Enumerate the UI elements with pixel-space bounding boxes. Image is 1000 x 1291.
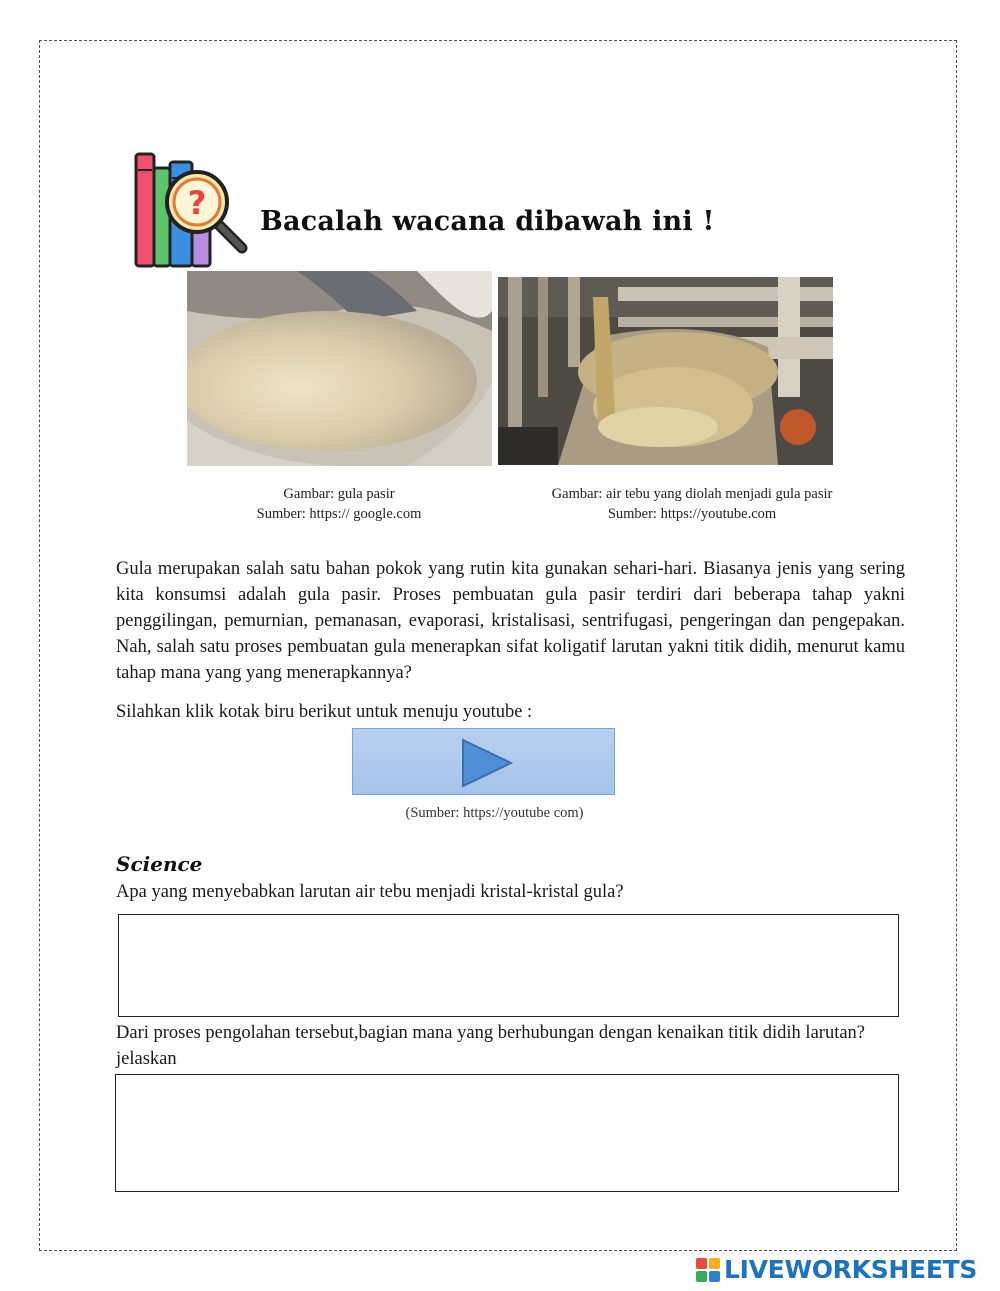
sugarcane-processing-photo — [498, 277, 833, 465]
logo-square — [696, 1271, 707, 1282]
caption-source: Sumber: https:// google.com — [256, 506, 422, 522]
reading-paragraph: Gula merupakan salah satu bahan pokok yang rutin kita gunakan sehari-hari. Biasanya jenis yang sering kita konsumsi adalah gula pasir. Proses pembuatan gula pasir terdiri dari beberapa tahap yakni penggilingan, pemurnian, pemanasan, evaporasi, kristalisasi, sentrifugasi, pengeringan dan pengepakan. Nah, salah satu proses pembuatan gula menerapkan sifat koligatif larutan yakni titik didih, menurut kamu tahap mana yang yang menerapkannya? — [116, 559, 905, 683]
logo-square — [709, 1271, 720, 1282]
video-instruction: Silahkan klik kotak biru berikut untuk menuju youtube : — [116, 702, 533, 722]
page-title: Bacalah wacana dibawah ini ! — [260, 206, 715, 237]
logo-text: LIVEWORKSHEETS — [724, 1255, 978, 1284]
svg-text:?: ? — [187, 184, 207, 222]
processing-photo-caption — [510, 484, 874, 524]
logo-squares-icon — [696, 1258, 720, 1282]
liveworksheets-logo[interactable] — [696, 1255, 977, 1284]
sugar-photo-caption — [200, 484, 478, 524]
books-magnifier-icon — [130, 150, 252, 270]
caption-title: Gambar: air tebu yang diolah menjadi gula pasir — [551, 486, 833, 502]
play-triangle-icon — [461, 738, 513, 788]
logo-square — [709, 1258, 720, 1269]
caption-source: Sumber: https://youtube.com — [607, 506, 777, 522]
question-2: Dari proses pengolahan tersebut,bagian mana yang berhubungan dengan kenaikan titik didih larutan? jelaskan — [116, 1023, 866, 1069]
video-source: (Sumber: https://youtube com) — [405, 805, 584, 821]
answer-field-2[interactable] — [115, 1074, 899, 1192]
section-label: Science — [116, 852, 203, 876]
youtube-video-button[interactable] — [352, 728, 615, 795]
answer-field-1[interactable] — [118, 914, 899, 1017]
sugar-photo — [187, 271, 492, 466]
question-1: Apa yang menyebabkan larutan air tebu menjadi kristal-kristal gula? — [116, 882, 624, 902]
logo-square — [696, 1258, 707, 1269]
caption-title: Gambar: gula pasir — [283, 486, 395, 502]
